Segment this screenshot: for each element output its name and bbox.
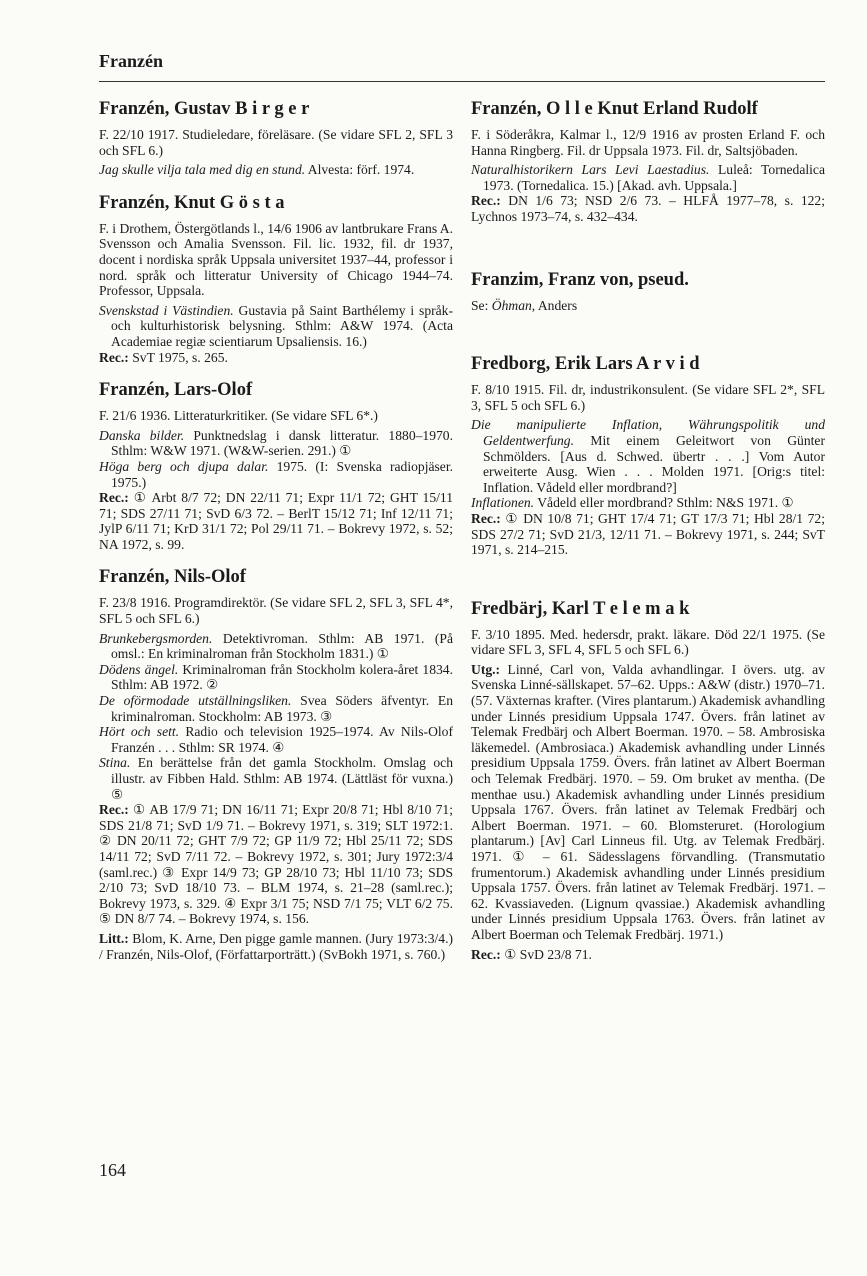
work-details: Detektivroman. Sthlm: AB 1971. (På omsl.: En kriminalroman från Stockholm 1831.) ① (111, 630, 453, 662)
rec-text: ① DN 10/8 71; GHT 17/4 71; GT 17/3 71; Hbl 28/1 72; SDS 27/2 71; SvD 21/3, 12/11 71. – Bokrevy 1971, s. 244; SvT 1971, s. 214–215. (471, 510, 825, 558)
entry-heading: Franzén, Lars-Olof (99, 380, 253, 401)
work-item (99, 631, 453, 662)
entry-bio: F. 22/10 1917. Studieledare, föreläsare. (Se vidare SFL 2, SFL 3 och SFL 6.) (99, 127, 453, 158)
rec-text: ① AB 17/9 71; DN 16/11 71; Expr 20/8 71; Hbl 8/10 71; SDS 21/8 71; SvD 1/9 71. – Bokrevy 1971, s. 319; SLT 1972:1. ② DN 20/11 72; GHT 7/9 72; GP 11/9 72; Hbl 25/11 72; SDS 14/11 72; SvD 7/11 72. – Bokrevy 1972, s. 301; Jury 1972:3/4 (saml.rec.) ③ Expr 14/9 73; GP 28/10 73; Hbl 11/10 73; SDS 2/10 73; SvD 18/10 73. – BLM 1974, s. 21–28 (saml.rec.); Bokrevy 1973, s. 329. ④ Expr 3/1 75; NSD 7/1 75; VLT 6/2 75. ⑤ DN 8/7 74. – Bokrevy 1974, s. 156. (99, 802, 453, 927)
work-item (99, 693, 453, 724)
rec-text: ① Arbt 8/7 72; DN 22/11 71; Expr 11/1 72; GHT 15/11 71; SDS 27/11 71; SvD 6/3 72. – BerlT 15/12 71; Inf 12/11 71; JylP 6/11 71; KrD 31/1 72; Pol 29/11 71. – Bokrevy 1972, s. 52; NA 1972, s. 99. (99, 490, 453, 552)
entry-franzen-lars-olof (99, 379, 453, 552)
work-details: Mit einem Geleitwort von Günter Schmölders. [Aus d. Schwed. übertr . . .] Vom Autor erweiterte Ausg. Wien . . . Molden 1971. [Orig:s titel: Inflation. Vådeld eller mordbrand?] (483, 432, 825, 495)
entry-bio: F. 8/10 1915. Fil. dr, industrikonsulent. (Se vidare SFL 2*, SFL 3, SFL 5 och SFL 6.) (471, 382, 825, 413)
work-item (99, 303, 453, 350)
entry-heading: Franzén, Gustav B i r g e r (99, 99, 310, 119)
entry-heading: Franzim, Franz von, pseud. (471, 269, 689, 290)
work-title: Inflationen. (471, 495, 535, 511)
work-item (99, 724, 453, 755)
rec-text: SvT 1975, s. 265. (128, 349, 228, 365)
work-details: Svea Söders äfventyr. En kriminalroman. Stockholm: AB 1973. ③ (111, 693, 453, 724)
entry-bio: F. i Söderåkra, Kalmar l., 12/9 1916 av prosten Erland F. och Hanna Ringberg. Fil. dr Uppsala 1973. Fil. dr, Saltsjöbaden. (471, 127, 825, 158)
right-column (471, 98, 825, 966)
entry-franzen-gustav-birger (99, 98, 453, 178)
rec-label: Rec.: (99, 490, 129, 506)
entry-heading: Franzén, Nils-Olof (99, 567, 246, 588)
work-item (99, 162, 453, 178)
left-column (99, 98, 453, 966)
work-details: 1975. (I: Svenska radiopjäser. 1975.) (111, 458, 454, 490)
work-title: Svenskstad i Västindien. (99, 302, 234, 318)
work-item (99, 428, 453, 459)
literature-list (99, 931, 453, 962)
litt-text: Blom, K. Arne, Den pigge gamle mannen. (Jury 1973:3/4.) / Franzén, Nils-Olof, (Författarporträtt.) (SvBokh 1971, s. 760.) (99, 930, 453, 962)
work-title: Hört och sett. (99, 724, 180, 740)
work-title: Naturalhistorikern Lars Levi Laestadius. (471, 162, 710, 178)
rec-text: ① SvD 23/8 71. (500, 946, 592, 962)
work-details: Vådeld eller mordbrand? Sthlm: N&S 1971. ① (534, 495, 794, 511)
entry-bio: F. 21/6 1936. Litteraturkritiker. (Se vidare SFL 6*.) (99, 408, 378, 424)
work-item (99, 662, 453, 693)
work-details: Alvesta: förf. 1974. (305, 162, 415, 178)
utg-label: Utg.: (471, 661, 501, 677)
entry-fredbarj-telemak (471, 598, 825, 962)
utg-text: Linné, Carl von, Valda avhandlingar. I övers. utg. av Svenska Linné-sällskapet. 57–62. Upps.: A&W (distr.) 1970–71. (57. Växternas krafter. (Vires plantarum.) Akademisk avhandling under Linnés presidium Uppsala 1747. Övers. från latinet av Telemak Fredbärj och Albert Boerman. 1970. – 58. Ambrosiska läkemedel. (Ambrosiaca.) Akademisk avhandling under Linnés presidium Uppsala 1759. Övers. från latinet av Albert Boerman och Telemak Fredbärj. 1970. – 59. Om bruket av mentha. (De menthae usu.) Akademisk avhandling under Linnés presidium Uppsala 1767. Övers. från latinet av Telemak Fredbärj och Albert Boerman. 1971. – 60. Blomsteruret. (Horologium plantarum.) [Av] Carl Linneus fil. Utg. av Telemak Fredbärj. 1971. ① – 61. Sädesslagens förvandling. (Transmutatio frumentorum.) Akademisk avhandling under Linnés presidium Uppsala 1757. Övers. från latinet av Telemak Fredbärj. 1971. – 62. Kvassiaveden. (Lignum qvassiae.) Akademisk avhandling under Linnés presidium Uppsala 1763. Övers. från latinet av Albert Boerman och Telemak Fredbärj. 1971.) (471, 661, 825, 942)
page-number: 164 (99, 1160, 126, 1180)
work-title: Danska bilder. (99, 427, 185, 443)
work-details: Luleå: Tornedalica 1973. (Tornedalica. 15.) [Akad. avh. Uppsala.] (483, 162, 826, 193)
work-details: En berättelse från det gamla Stockholm. Omslag och illustr. av Fibben Hald. Sthlm: AB 1974. (Lättläst för vuxna.) ⑤ (111, 755, 453, 802)
work-title: Stina. (99, 755, 131, 771)
see-reference (471, 298, 825, 314)
entry-heading: Fredbärj, Karl T e l e m a k (471, 598, 690, 619)
work-details: Punktnedslag i dansk litteratur. 1880–1970. Sthlm: W&W 1971. (W&W-serien. 291.) ① (111, 427, 453, 459)
entry-bio: F. 23/8 1916. Programdirektör. (Se vidare SFL 2, SFL 3, SFL 4*, SFL 5 och SFL 6.) (99, 595, 453, 627)
review-list (99, 490, 453, 552)
review-list (99, 802, 453, 927)
work-title: Jag skulle vilja tala med dig en stund. (99, 162, 306, 178)
work-title: De oförmodade utställningsliken. (99, 693, 292, 709)
review-list (99, 350, 453, 366)
rec-label: Rec.: (99, 349, 129, 365)
work-item (99, 755, 453, 802)
work-title: Dödens ängel. (99, 661, 179, 677)
work-item (471, 495, 825, 511)
work-details: Gustavia på Saint Barthélemy i språk- och kulturhistorisk belysning. Sthlm: A&W 1974. (Acta Academiae regiæ scientiarum Upsaliensis. 16.) (111, 302, 454, 349)
entry-fredborg-arvid (471, 353, 825, 558)
work-title: Höga berg och djupa dalar. (99, 458, 269, 474)
work-item (99, 459, 453, 490)
edited-works (471, 662, 825, 943)
entry-heading: Franzén, O l l e Knut Erland Rudolf (471, 99, 758, 119)
header-rule (99, 81, 825, 82)
review-list (471, 193, 825, 224)
entry-heading: Fredborg, Erik Lars A r v i d (471, 354, 700, 375)
work-item (471, 162, 825, 193)
litt-label: Litt.: (99, 930, 129, 946)
see-rest: Anders (535, 297, 578, 313)
entry-bio: F. 3/10 1895. Med. hedersdr, prakt. läkare. Död 22/1 1975. (Se vidare SFL 3, SFL 4, SFL 5 och SFL 6.) (471, 626, 825, 658)
review-list (471, 947, 825, 963)
work-title: Die manipulierte Inflation, Währungspolitik und Geldentwerfung. (471, 417, 825, 448)
entry-heading: Franzén, Knut G ö s t a (99, 192, 285, 213)
entry-franzen-nils-olof (99, 566, 453, 962)
see-label: Se: (471, 297, 489, 313)
rec-label: Rec.: (99, 802, 129, 818)
entry-franzim-franz (471, 269, 825, 314)
review-list (471, 511, 825, 558)
work-title: Brunkebergsmorden. (99, 630, 213, 646)
rec-text: DN 1/6 73; NSD 2/6 73. – HLFÅ 1977–78, s. 122; Lychnos 1973–74, s. 432–434. (471, 193, 825, 224)
entry-bio: F. i Drothem, Östergötlands l., 14/6 1906 av lantbrukare Frans A. Svensson och Amalia Svensson. Fil. lic. 1932, fil. dr 1937, docent i nordiska språk Uppsala universitet 1937–44, professor i nord. språk och litteratur University of Chicago 1944–74. Professor, Uppsala. (99, 220, 453, 299)
work-details: Kriminalroman från Stockholm kolera-året 1834. Sthlm: AB 1972. ② (111, 661, 454, 693)
rec-label: Rec.: (471, 946, 501, 962)
work-details: Radio och television 1925–1974. Av Nils-Olof Franzén . . . Sthlm: SR 1974. ④ (111, 724, 454, 755)
entry-franzen-olle (471, 98, 825, 225)
work-item (471, 417, 825, 495)
entry-franzen-knut-gosta (99, 192, 453, 365)
rec-label: Rec.: (471, 193, 501, 209)
see-name: Öhman, (491, 297, 536, 313)
running-head: Franzén (99, 51, 163, 71)
rec-label: Rec.: (471, 510, 501, 526)
